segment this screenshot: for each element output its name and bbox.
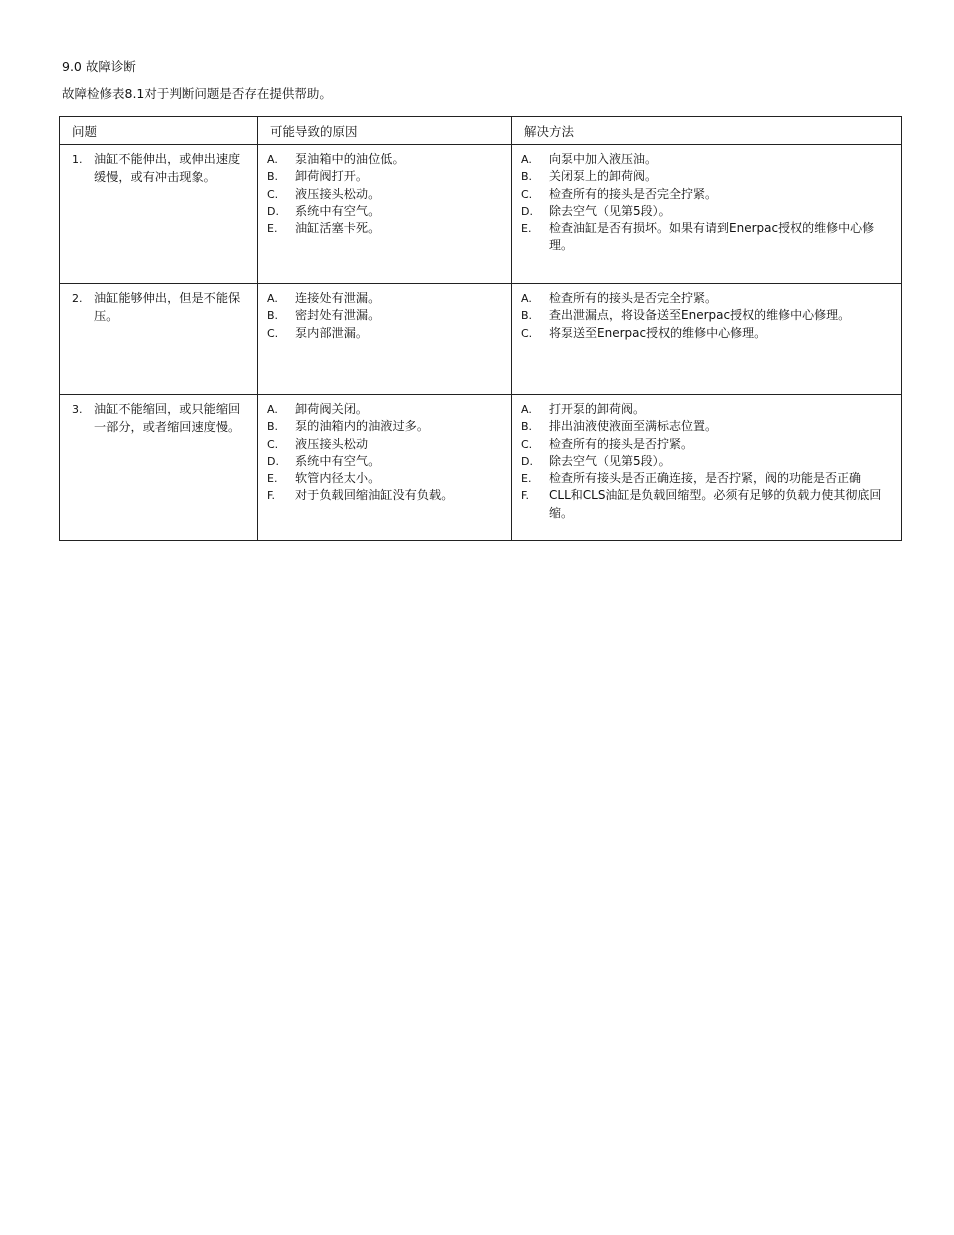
- cause-item: [267, 307, 507, 324]
- solution-letter: A.: [521, 153, 532, 166]
- table-row: [60, 284, 902, 395]
- solution-letter: E.: [521, 472, 532, 486]
- solution-item: [521, 453, 897, 470]
- cause-letter: D.: [267, 454, 279, 468]
- problem-text: 油缸不能伸出，或伸出速度缓慢，或有冲击现象。: [94, 152, 241, 184]
- solution-letter: D.: [521, 454, 533, 468]
- section-title: 9.0 故障诊断: [62, 59, 136, 74]
- cause-text: 液压接头松动。: [295, 186, 381, 201]
- problem-cell: [60, 395, 258, 541]
- cause-letter: C.: [267, 187, 279, 201]
- cause-letter: F.: [267, 489, 276, 503]
- solution-item: [521, 168, 897, 185]
- solution-item: [521, 290, 897, 307]
- solution-item: [521, 418, 897, 435]
- cause-text: 对于负载回缩油缸没有负载。: [295, 488, 454, 503]
- solution-item: [521, 325, 897, 342]
- solution-item: [521, 220, 897, 255]
- problem-cell: [60, 145, 258, 284]
- solution-item: [521, 401, 897, 418]
- header-solution: 解决方法: [512, 117, 902, 145]
- solution-item: [521, 470, 897, 487]
- cause-item: [267, 418, 507, 435]
- cause-text: 系统中有空气。: [295, 203, 381, 218]
- solution-item: [521, 436, 897, 453]
- solution-text: 打开泵的卸荷阀。: [549, 402, 646, 416]
- solution-letter: E.: [521, 222, 532, 236]
- cause-item: [267, 220, 507, 237]
- solution-item: [521, 186, 897, 203]
- cause-text: 连接处有泄漏。: [295, 291, 381, 305]
- solution-letter: B.: [521, 420, 533, 434]
- cause-text: 油缸活塞卡死。: [295, 221, 381, 236]
- cause-letter: A.: [267, 292, 278, 305]
- solution-text: 关闭泵上的卸荷阀。: [549, 169, 658, 184]
- table-header-row: [60, 117, 902, 145]
- header-cause: 可能导致的原因: [258, 117, 512, 145]
- cause-item: [267, 470, 507, 487]
- cause-item: [267, 487, 507, 504]
- cause-text: 液压接头松动: [295, 436, 369, 451]
- cause-item: [267, 290, 507, 307]
- header-problem: 问题: [60, 117, 258, 145]
- cause-item: [267, 151, 507, 168]
- cause-letter: E.: [267, 472, 278, 486]
- solution-text: 排出油液使液面至满标志位置。: [549, 419, 718, 434]
- solution-text: 除去空气（见第5段）。: [549, 453, 671, 468]
- solution-item: [521, 307, 897, 324]
- cause-cell: [258, 395, 512, 541]
- cause-text: 泵的油箱内的油液过多。: [295, 419, 430, 434]
- cause-letter: D.: [267, 204, 279, 218]
- solution-text: 检查所有的接头是否完全拧紧。: [549, 291, 718, 305]
- solution-text: 除去空气（见第5段）。: [549, 203, 671, 218]
- solution-letter: C.: [521, 187, 533, 201]
- solution-cell: [512, 395, 902, 541]
- cause-item: [267, 436, 507, 453]
- solution-text: 检查油缸是否有损坏。如果有请到Enerpac授权的维修中心修理。: [549, 221, 875, 253]
- solution-text: 将泵送至Enerpac授权的维修中心修理。: [549, 325, 767, 340]
- solution-letter: A.: [521, 403, 532, 416]
- solution-letter: D.: [521, 204, 533, 218]
- problem-text: 油缸不能缩回，或只能缩回一部分，或者缩回速度慢。: [94, 402, 241, 434]
- cause-letter: B.: [267, 420, 279, 434]
- cause-item: [267, 203, 507, 220]
- table-row: [60, 395, 902, 541]
- cause-letter: B.: [267, 309, 279, 323]
- cause-letter: A.: [267, 403, 278, 416]
- cause-item: [267, 453, 507, 470]
- cause-text: 卸荷阀关闭。: [295, 402, 369, 416]
- cause-cell: [258, 145, 512, 284]
- solution-letter: B.: [521, 309, 533, 323]
- cause-text: 泵内部泄漏。: [295, 325, 369, 340]
- cause-letter: C.: [267, 326, 279, 340]
- cause-item: [267, 325, 507, 342]
- solution-text: 检查所有接头是否正确连接，是否拧紧，阀的功能是否正确: [549, 471, 862, 486]
- solution-item: [521, 151, 897, 168]
- cause-letter: B.: [267, 170, 279, 184]
- solution-text: 向泵中加入液压油。: [549, 152, 658, 166]
- solution-item: [521, 203, 897, 220]
- solution-cell: [512, 145, 902, 284]
- cause-text: 密封处有泄漏。: [295, 308, 381, 323]
- cause-text: 软管内径太小。: [295, 471, 381, 486]
- solution-letter: C.: [521, 437, 533, 451]
- solution-letter: F.: [521, 489, 530, 503]
- solution-text: 查出泄漏点，将设备送至Enerpac授权的维修中心修理。: [549, 308, 851, 323]
- solution-letter: C.: [521, 326, 533, 340]
- problem-number: 1.: [72, 153, 83, 166]
- cause-item: [267, 401, 507, 418]
- cause-item: [267, 168, 507, 185]
- solution-text: 检查所有的接头是否拧紧。: [549, 436, 694, 451]
- cause-text: 泵油箱中的油位低。: [295, 152, 405, 166]
- cause-letter: A.: [267, 153, 278, 166]
- solution-item: [521, 487, 897, 522]
- problem-cell: [60, 284, 258, 395]
- solution-letter: A.: [521, 292, 532, 305]
- solution-text: 检查所有的接头是否完全拧紧。: [549, 186, 718, 201]
- table-row: [60, 145, 902, 284]
- cause-cell: [258, 284, 512, 395]
- cause-text: 系统中有空气。: [295, 453, 381, 468]
- cause-item: [267, 186, 507, 203]
- cause-letter: E.: [267, 222, 278, 236]
- cause-text: 卸荷阀打开。: [295, 169, 369, 184]
- solution-cell: [512, 284, 902, 395]
- problem-number: 2.: [72, 292, 83, 305]
- cause-letter: C.: [267, 437, 279, 451]
- intro-text: 故障检修表8.1对于判断问题是否存在提供帮助。: [62, 86, 332, 101]
- solution-letter: B.: [521, 170, 533, 184]
- problem-text: 油缸能够伸出，但是不能保压。: [94, 291, 241, 323]
- solution-text: CLL和CLS油缸是负载回缩型。必须有足够的负载力使其彻底回缩。: [549, 488, 882, 520]
- troubleshooting-table: [59, 116, 902, 541]
- problem-number: 3.: [72, 403, 83, 416]
